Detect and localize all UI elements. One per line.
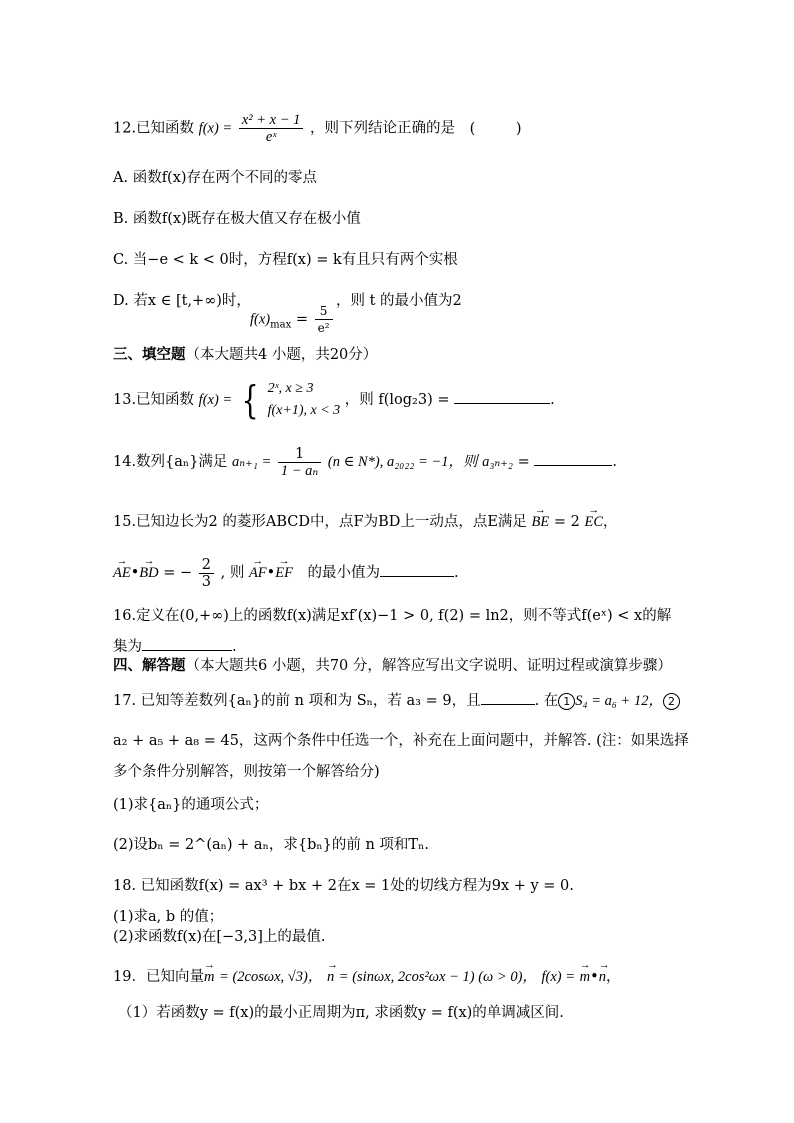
- q14-mid: (n ∈ N*), a₂₀₂₂ = −1，则: [327, 454, 478, 470]
- q12-d-eq: =: [295, 311, 308, 328]
- q12-d-max-expr: [250, 303, 335, 336]
- q19-m-value: = (2cosωx, √3)，: [219, 969, 323, 985]
- q19-end: ，: [605, 969, 621, 985]
- q15-line-2: [113, 547, 459, 593]
- q15-vector-ec: → EC: [584, 503, 603, 535]
- q17-blank[interactable]: [481, 690, 535, 705]
- q12-option-c: C. 当−e < k < 0时，方程f(x) = k有且只有两个实根: [113, 252, 458, 268]
- q12-d-sub: max: [270, 319, 292, 331]
- q17-line-2: a₂ + a₅ + a₈ = 45，这两个条件中任选一个，补充在上面问题中，并解答. (注：如果选择: [113, 733, 689, 749]
- q18-part-2: (2)求函数f(x)在[−3,3]上的最值.: [113, 929, 326, 945]
- q15-numerator: 2: [199, 557, 214, 574]
- q17-circle-2: 2: [663, 693, 680, 710]
- section-4-title: 四、解答题: [113, 658, 186, 674]
- q19-vector-n: → n: [327, 958, 334, 990]
- q15-eq-2: = −: [163, 565, 193, 581]
- q12-d-fraction: [315, 303, 333, 336]
- q12-func: f(x) =: [198, 120, 233, 137]
- q17-part-1: (1)求{aₙ}的通项公式；: [113, 797, 269, 813]
- q12-fraction: [239, 112, 304, 145]
- q15-text-1: 15.已知边长为2 的菱形ABCD中，点F为BD上一动点，点E满足: [113, 514, 527, 530]
- q15-end-2: .: [454, 565, 459, 581]
- q15-answer-blank[interactable]: [380, 562, 454, 577]
- q14-numerator: 1: [278, 446, 321, 463]
- q15-denominator: 3: [201, 573, 211, 590]
- q13-brace: {: [241, 378, 259, 422]
- q15-vector-ef: → EF: [275, 547, 293, 593]
- q14-denominator: 1 − aₙ: [280, 462, 319, 479]
- q15-vector-ae: → AE: [113, 547, 131, 593]
- q15-end-1: ，: [603, 514, 618, 530]
- q19-vector-m: → m: [204, 958, 214, 990]
- q14-stem: [113, 442, 617, 482]
- q13-prefix: 13.已知函数: [113, 392, 195, 408]
- section-3-note: （本大题共4 小题，共20分）: [185, 347, 378, 363]
- q14-fraction: [278, 446, 321, 479]
- q15-fraction: [199, 557, 214, 590]
- section-4-note: （本大题共6 小题，共70 分，解答应写出文字说明、证明过程或演算步骤）: [185, 658, 672, 674]
- q15-dot-1: •: [130, 565, 140, 581]
- q17-text-1a: 17. 已知等差数列{aₙ}的前 n 项和为 Sₙ，若 a₃ = 9，且: [113, 693, 481, 709]
- q12-d-condition: D. 若x ∈ [t,+∞)时，: [113, 293, 251, 309]
- q17-line-1: [113, 690, 680, 711]
- q12-d-num: 5: [315, 303, 333, 320]
- q13-stem: [113, 378, 555, 422]
- q15-line-1: [113, 503, 618, 535]
- q13-func: f(x) =: [198, 392, 233, 408]
- q13-end: .: [550, 392, 555, 408]
- q16-text-2: 集为: [113, 639, 142, 655]
- q12-option-b: B. 函数f(x)既存在极大值又存在极小值: [113, 211, 361, 227]
- q14-lhs: aₙ₊₁ =: [232, 454, 272, 470]
- q15-mid: , 则: [220, 565, 245, 581]
- q17-condition-1: S₄ = a₆ + 12，: [575, 693, 663, 709]
- q15-eq-1: = 2: [553, 514, 580, 530]
- q12-option-d: [113, 291, 251, 311]
- q16-end: .: [232, 639, 237, 655]
- q15-vector-af: → AF: [249, 547, 267, 593]
- q15-dot-2: •: [266, 565, 276, 581]
- q16-line-1: 16.定义在(0,+∞)上的函数f(x)满足xf′(x)−1 > 0, f(2) = ln2，则不等式f(eˣ) < x的解: [113, 608, 672, 624]
- q13-suffix: ，则 f(log₂3) =: [344, 392, 450, 408]
- q13-case-1: 2ˣ, x ≥ 3: [267, 381, 314, 396]
- q17-text-1b: . 在: [534, 693, 559, 709]
- q12-option-a: A. 函数f(x)存在两个不同的零点: [113, 170, 318, 186]
- q12-prefix: 12.已知函数: [113, 120, 195, 137]
- q12-d-den: e²: [317, 321, 330, 335]
- q12-suffix: ，则下列结论正确的是: [309, 120, 455, 137]
- section-3-title: 三、填空题: [113, 347, 186, 363]
- q15-suffix: 的最小值为: [307, 565, 381, 581]
- q14-eq: =: [517, 454, 530, 470]
- section-4-heading: [113, 656, 672, 676]
- section-3-heading: [113, 345, 377, 365]
- q12-numerator: x² + x − 1: [239, 112, 304, 129]
- q12-answer-paren: ( ): [469, 120, 540, 137]
- q19-prefix: 19．已知向量: [113, 969, 204, 985]
- q16-line-2: [113, 636, 237, 657]
- q18-line-1: 18. 已知函数f(x) = ax³ + bx + 2在x = 1处的切线方程为9x + y = 0.: [113, 878, 574, 894]
- q19-f-vector-m: → m: [580, 958, 590, 990]
- q13-answer-blank[interactable]: [454, 389, 550, 404]
- q19-part-1: （1）若函数y = f(x)的最小正周期为π, 求函数y = f(x)的单调减区间.: [118, 1005, 564, 1021]
- q14-end: .: [612, 454, 617, 470]
- q19-n-value: = (sinωx, 2cos²ωx − 1) (ω > 0)，: [338, 969, 537, 985]
- q18-part-1: (1)求a, b 的值；: [113, 909, 224, 925]
- q19-func: f(x) =: [541, 969, 576, 985]
- q15-vector-be: → BE: [532, 503, 550, 535]
- q12-stem: [113, 112, 540, 145]
- q16-answer-blank[interactable]: [142, 636, 232, 651]
- q14-target: a₃ₙ₊₂: [482, 454, 513, 470]
- q13-cases: [268, 378, 341, 422]
- q17-part-2: (2)设bₙ = 2^(aₙ) + aₙ，求{bₙ}的前 n 项和Tₙ.: [113, 837, 429, 853]
- q12-d-conclusion: ，则 t 的最小值为2: [336, 293, 462, 309]
- q14-prefix: 14.数列{aₙ}满足: [113, 454, 228, 470]
- q12-d-func: f(x): [250, 311, 271, 328]
- q15-vector-bd: → BD: [139, 547, 158, 593]
- q12-denominator: eˣ: [265, 129, 277, 145]
- q19-line-1: [113, 958, 620, 990]
- q17-line-3: 多个条件分别解答，则按第一个解答给分): [113, 764, 380, 780]
- q19-f-vector-n: → n: [599, 958, 606, 990]
- q19-f-dot: •: [590, 969, 599, 985]
- q17-circle-1: 1: [558, 693, 575, 710]
- q13-case-2: f(x+1), x < 3: [267, 403, 341, 418]
- q14-answer-blank[interactable]: [534, 451, 612, 466]
